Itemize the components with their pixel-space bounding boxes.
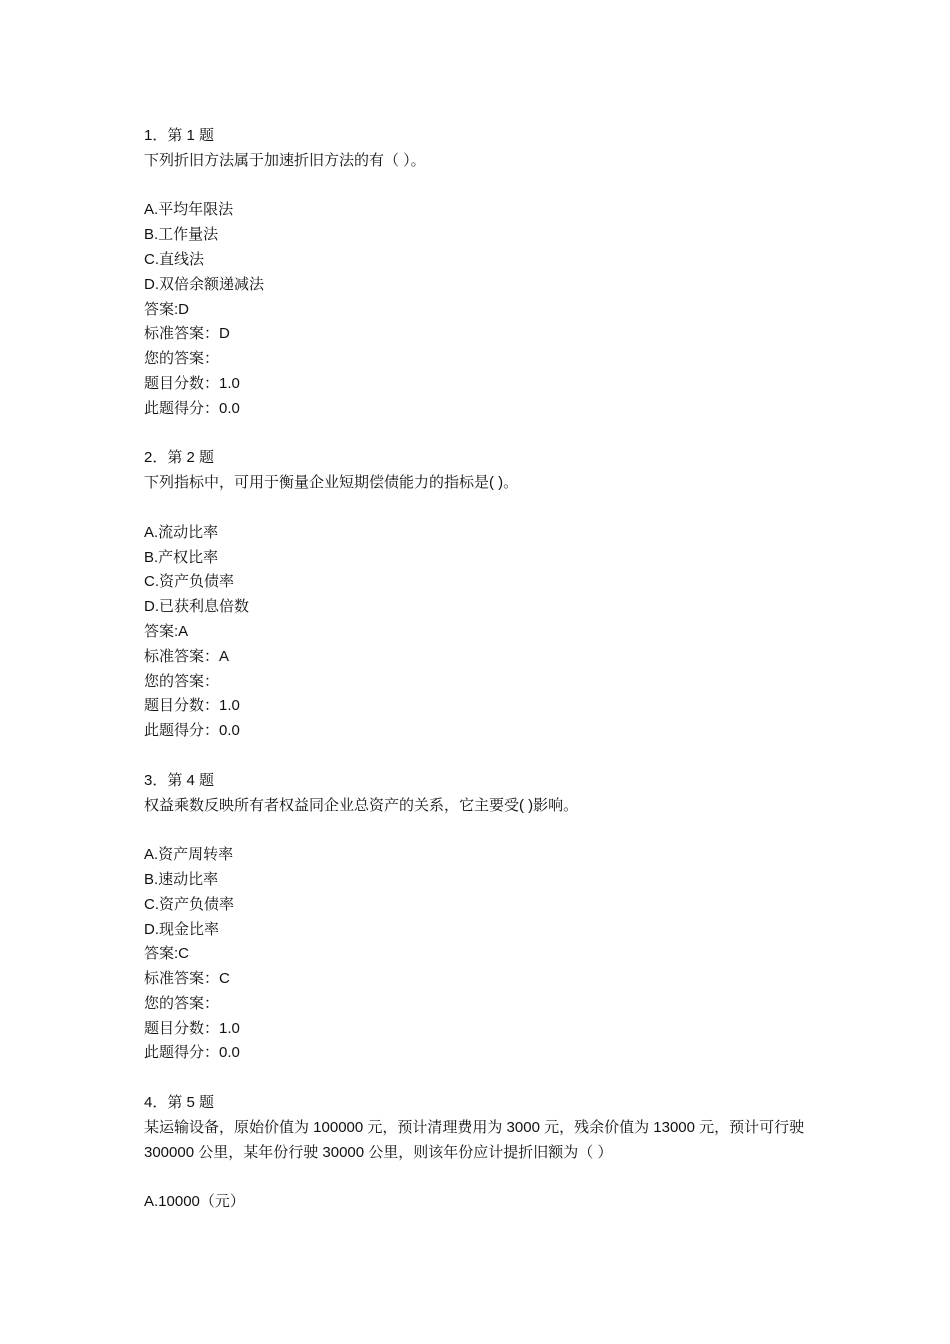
question-1-answer: 答案:D [144,300,190,318]
question-2-option-c: C.资产负债率 [144,573,235,591]
question-2-option-b: B.产权比率 [144,548,219,566]
question-4-header: 4．第 5 题 [144,1094,215,1112]
question-1-earned: 此题得分：0.0 [144,399,240,417]
question-4-stem: 某运输设备，原始价值为 100000 元，预计清理费用为 3000 元，残余价值为 13000 元，预计可行驶 300000 公里，某年份行驶 30000 公里，则该年份应计提折旧额为（ ） [144,1118,805,1161]
spacer [144,744,824,769]
question-1-your-answer: 您的答案： [144,350,220,368]
question-3-stem: 权益乘数反映所有者权益同企业总资产的关系，它主要受( )影响。 [144,796,579,814]
question-1-score: 题目分数：1.0 [144,374,240,392]
question-4-option-a: A.10000（元） [144,1193,245,1211]
spacer [144,174,824,199]
question-1-stem: 下列折旧方法属于加速折旧方法的有（ ）。 [144,151,426,169]
question-1-option-b: B.工作量法 [144,226,219,244]
question-2-standard-answer: 标准答案：A [144,647,230,665]
spacer [144,496,824,521]
question-3-option-d: D.现金比率 [144,920,220,938]
question-3-option-b: B.速动比率 [144,870,219,888]
question-3-your-answer: 您的答案： [144,994,220,1012]
question-2-option-d: D.已获利息倍数 [144,598,250,616]
spacer [144,1066,824,1091]
question-2-stem: 下列指标中，可用于衡量企业短期偿债能力的指标是( )。 [144,474,519,492]
question-2-option-a: A.流动比率 [144,523,219,541]
question-2-score: 题目分数：1.0 [144,697,240,715]
question-2-header: 2．第 2 题 [144,449,215,467]
question-2-answer: 答案:A [144,622,189,640]
question-1-header: 1．第 1 题 [144,127,215,144]
question-1-option-c: C.直线法 [144,250,205,268]
question-1-standard-answer: 标准答案：D [144,325,230,343]
spacer [144,818,824,843]
document-page [144,124,824,1215]
question-2-your-answer: 您的答案： [144,672,220,690]
question-3-answer: 答案:C [144,945,190,963]
question-3-standard-answer: 标准答案：C [144,970,230,988]
question-3-score: 题目分数：1.0 [144,1019,240,1037]
question-3-option-a: A.资产周转率 [144,846,234,864]
spacer [144,422,824,447]
question-3-header: 3．第 4 题 [144,771,215,789]
question-3-option-c: C.资产负债率 [144,895,235,913]
question-1-option-a: A.平均年限法 [144,201,234,219]
question-1-option-d: D.双倍余额递减法 [144,275,265,293]
question-2-earned: 此题得分：0.0 [144,722,240,740]
question-3-earned: 此题得分：0.0 [144,1044,240,1062]
spacer [144,1165,824,1190]
